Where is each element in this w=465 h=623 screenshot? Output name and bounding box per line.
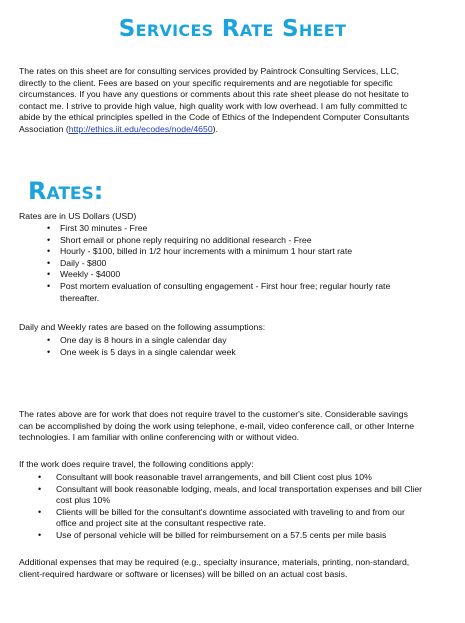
list-item: • Weekly - $4000 [47, 269, 121, 280]
rates-list [0, 223, 440, 304]
list-item: • One day is 8 hours in a single calendar day [47, 335, 227, 345]
bullet-icon: • [38, 529, 42, 540]
intro-line: circumstances. If you have any questions or comments about this rate sheet please do not hesitate to [19, 89, 409, 100]
additional-expenses-paragraph [19, 557, 459, 580]
intro-line: The rates on this sheet are for consulting services provided by Paintrock Consulting Services, LLC, [19, 66, 400, 76]
bullet-icon: • [47, 234, 51, 245]
travel-line: technologies. I am familiar with online conferencing with or without video. [19, 432, 300, 443]
travel-paragraph [19, 409, 459, 444]
list-item: • Post mortem evaluation of consulting engagement - First hour free; regular hourly rate [47, 280, 391, 291]
list-item-continuation: thereafter. [60, 292, 100, 303]
bullet-icon: • [47, 335, 51, 345]
list-item: • Daily - $800 [47, 257, 107, 268]
page-title: Services Rate Sheet [118, 16, 347, 42]
bullet-icon: • [47, 223, 51, 233]
bullet-icon: • [47, 257, 51, 268]
list-item-continuation: cost plus 10% [56, 495, 111, 506]
bullet-icon: • [47, 280, 51, 291]
travel-line: can be accomplished by doing the work using telephone, e-mail, video conference call, or other Interne [19, 420, 415, 431]
list-item: • First 30 minutes - Free [47, 223, 148, 233]
assumptions-list [0, 335, 440, 358]
intro-line-last [19, 124, 459, 136]
list-item: • Consultant will book reasonable travel arrangements, and bill Client cost plus 10% [38, 472, 372, 482]
intro-last-suffix: ). [212, 123, 218, 134]
additional-line: client-required hardware or software or licenses) will be billed on an actual cost basis. [19, 568, 348, 579]
rates-currency-note: Rates are in US Dollars (USD) [19, 211, 137, 221]
intro-line: directly to the client. Fees are based on your specific requirements and are negotiable for specific [19, 77, 393, 88]
travel-line: The rates above are for work that does not require travel to the customer's site. Considerable savings [19, 409, 408, 419]
assumptions-intro: Daily and Weekly rates are based on the following assumptions: [19, 322, 266, 332]
list-item: • Use of personal vehicle will be billed for reimbursement on a 57.5 cents per mile basis [38, 529, 387, 540]
intro-line: contact me. I strive to provide high value, high quality work with low overhead. I am fully committed tc [19, 100, 408, 111]
bullet-icon: • [47, 269, 51, 280]
intro-last-prefix: Association ( [19, 123, 69, 134]
intro-paragraph [19, 66, 459, 136]
list-item: • Consultant will book reasonable lodging, meals, and local transportation expenses and bill Clier [38, 483, 423, 494]
intro-line: abide by the ethical principles spelled in the Code of Ethics of the Independent Computer Consultants [19, 112, 410, 123]
bullet-icon: • [38, 506, 42, 517]
rates-heading: Rates: [28, 177, 104, 205]
list-item: • Hourly - $100, billed in 1/2 hour increments with a minimum 1 hour start rate [47, 246, 353, 257]
travel-conditions-list [0, 472, 440, 542]
ethics-code-link[interactable]: http://ethics.iit.edu/ecodes/node/4650 [68, 123, 213, 134]
additional-line: Additional expenses that may be required (e.g., specialty insurance, materials, printing, non-standard, [19, 557, 410, 567]
list-item: • Short email or phone reply requiring no additional research - Free [47, 234, 312, 245]
list-item: • One week is 5 days in a single calendar week [47, 346, 236, 357]
bullet-icon: • [47, 246, 51, 257]
list-item-continuation: office and project site at the consultant respective rate. [56, 518, 266, 529]
travel-intro: If the work does require travel, the following conditions apply: [19, 459, 254, 469]
bullet-icon: • [38, 472, 42, 482]
bullet-icon: • [47, 346, 51, 357]
bullet-icon: • [38, 483, 42, 494]
list-item: • Clients will be billed for the consultant's downtime associated with traveling to and from our [38, 506, 405, 517]
